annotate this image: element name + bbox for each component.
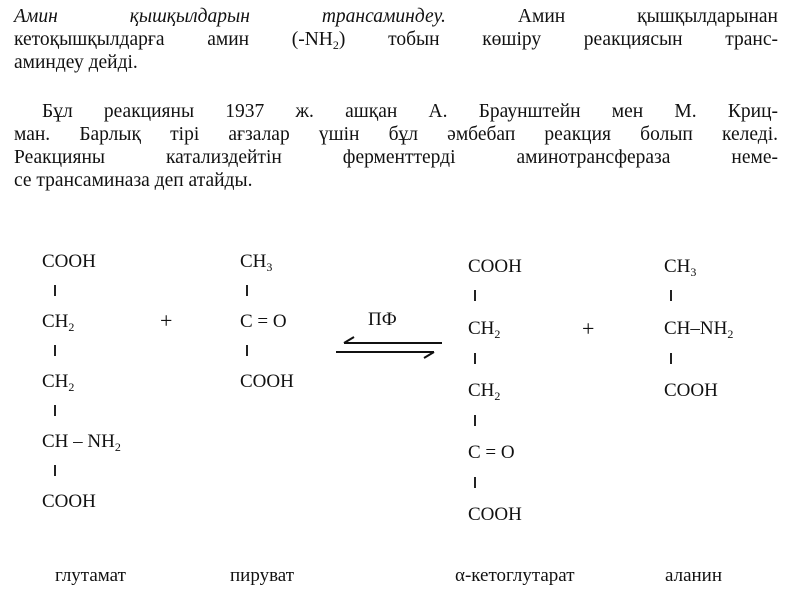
glutamate-group: CH – $NH_2$ — [42, 431, 121, 454]
ketoglutarate-group: C = O — [468, 442, 515, 463]
alanine-group: $CH-NH_2$ — [664, 318, 734, 341]
paragraph-transamination-definition — [14, 5, 778, 74]
paragraph2-line3: Реакцияны катализдейтін ферменттерді аминотрансфераза неме- — [14, 147, 778, 168]
paragraph2-line1: Бұл реакцияны 1937 ж. ашқан А. Браунштейн мен М. Криц- — [42, 101, 778, 122]
paragraph1-line3: аминдеу дейді. — [14, 52, 138, 73]
paragraph1-line1 — [14, 5, 778, 28]
plus-sign: + — [160, 308, 173, 333]
bond-line — [474, 415, 476, 426]
pyruvate-group: C = O — [240, 311, 287, 332]
plus-sign: + — [582, 316, 595, 341]
paragraph1-line2-a: кетоқышқылдарға амин (-NH — [14, 29, 333, 50]
bond-line — [54, 465, 56, 476]
glutamate-group: COOH — [42, 251, 96, 272]
ketoglutarate-group: COOH — [468, 504, 522, 525]
bond-line — [54, 345, 56, 356]
paragraph1-line2-sub: 2 — [332, 38, 339, 52]
bond-line — [474, 477, 476, 488]
paragraph1-line2 — [14, 28, 778, 51]
paragraph1-line2-b: ) тобын көшіру реакциясын транс- — [338, 29, 779, 50]
glutamate-group: COOH — [42, 491, 96, 512]
ketoglutarate-name: α-кетоглутарат — [455, 565, 575, 586]
bond-line — [670, 290, 672, 301]
alanine-name: аланин — [665, 565, 723, 586]
bond-line — [474, 290, 476, 301]
bond-line — [54, 285, 56, 296]
section-title: Амин қышқылдарын трансаминдеу. — [14, 6, 446, 27]
bond-line — [54, 405, 56, 416]
paragraph2-line2: ман. Барлық тірі ағзалар үшін бұл әмбебап реакция болып келеді. — [14, 124, 778, 145]
glutamate-group: $CH_2$ — [42, 371, 75, 394]
paragraph1-line1-text: Амин қышқылдарынан — [517, 6, 778, 27]
bond-line — [670, 353, 672, 364]
paragraph2-line4: се трансаминаза деп атайды. — [14, 170, 253, 191]
ketoglutarate-group: COOH — [468, 256, 522, 277]
alanine-group: $CH_3$ — [664, 256, 697, 279]
glutamate-name: глутамат — [55, 565, 126, 586]
alanine-group: COOH — [664, 380, 718, 401]
bond-line — [246, 345, 248, 356]
equilibrium-arrows-icon — [330, 336, 450, 360]
pyruvate-group: $CH_3$ — [240, 251, 273, 274]
bond-line — [474, 353, 476, 364]
ketoglutarate-group: $CH_2$ — [468, 318, 501, 341]
glutamate-group: $CH_2$ — [42, 311, 75, 334]
ketoglutarate-group: $CH_2$ — [468, 380, 501, 403]
paragraph-discovery — [14, 100, 778, 192]
pyruvate-group: COOH — [240, 371, 294, 392]
bond-line — [246, 285, 248, 296]
pyruvate-name: пируват — [230, 565, 295, 586]
